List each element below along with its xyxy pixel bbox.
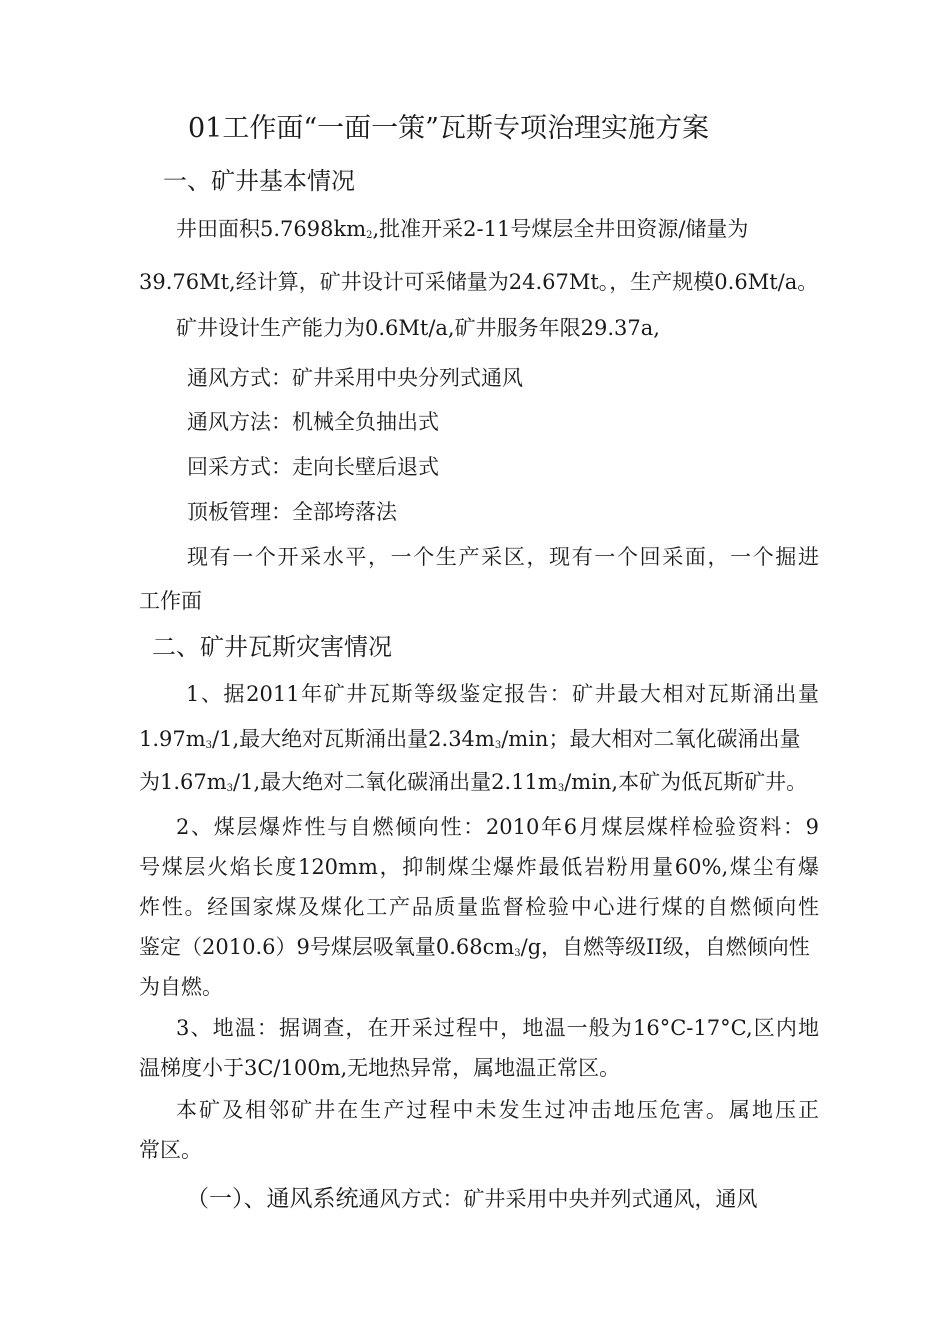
- paragraph-line: 矿井设计生产能力为0.6Mt/a,矿井服务年限29.37a,: [176, 316, 660, 340]
- text-run: 鉴定（2010.6）9号煤层吸氧量0.68cm: [139, 935, 515, 959]
- subscript: 3: [514, 948, 521, 959]
- paragraph-line: 2、煤层爆炸性与自燃倾向性：2010年6月煤层煤样检验资料：9: [176, 815, 819, 839]
- paragraph-line: [139, 768, 807, 803]
- subsection-heading: （一）、通风系统: [186, 1186, 359, 1212]
- text-run: /1,最大绝对二氧化碳涌出量2.11m: [233, 770, 558, 794]
- text-run: 1.97m: [139, 727, 206, 751]
- text-run: /g，自燃等级II级，自燃倾向性: [520, 935, 810, 959]
- section-heading-2: 二、矿井瓦斯灾害情况: [152, 633, 392, 661]
- paragraph-line: 号煤层火焰长度120mm，抑制煤尘爆炸最低岩粉用量60%,煤尘有爆: [139, 855, 819, 879]
- paragraph-line: 温梯度小于3C/100m,无地热异常，属地温正常区。: [139, 1056, 621, 1080]
- page-title: 01工作面“一面一策”瓦斯专项治理实施方案: [188, 113, 709, 144]
- paragraph-line: 通风方法：机械全负抽出式: [187, 410, 439, 434]
- paragraph-line: [139, 933, 810, 968]
- subscript: 3: [557, 783, 565, 794]
- paragraph-line: [186, 1185, 758, 1213]
- section-heading-1: 一、矿井基本情况: [163, 167, 355, 195]
- text-run: ,批准开采2-11号煤层全井田资源/储量为: [372, 217, 749, 241]
- paragraph-line: 顶板管理：全部垮落法: [187, 500, 397, 524]
- paragraph-line: 工作面: [139, 589, 202, 613]
- text-run: /min,本矿为低瓦斯矿井。: [564, 770, 808, 794]
- paragraph-line: 1、据2011年矿井瓦斯等级鉴定报告：矿井最大相对瓦斯涌出量: [186, 682, 819, 706]
- paragraph-line: 现有一个开采水平，一个生产采区，现有一个回采面，一个掘进: [187, 545, 819, 569]
- subscript: 2: [366, 230, 373, 241]
- paragraph-line: 39.76Mt,经计算，矿井设计可采储量为24.67Mt。，生产规模0.6Mt/a。: [139, 270, 819, 294]
- paragraph-line: [139, 725, 800, 760]
- paragraph-line: 为自燃。: [139, 975, 223, 999]
- paragraph-line: 通风方式：矿井采用中央分列式通风: [187, 366, 523, 390]
- text-run: /min；最大相对二氧化碳涌出量: [501, 727, 801, 751]
- paragraph-line: [176, 215, 748, 250]
- paragraph-line: 3、地温：据调查，在开采过程中，地温一般为16°C-17°C,区内地: [176, 1016, 819, 1040]
- text-run: 通风方式：矿井采用中央并列式通风，通风: [358, 1187, 758, 1211]
- text-run: 井田面积5.7698km: [176, 217, 367, 241]
- paragraph-line: 常区。: [139, 1138, 202, 1162]
- text-run: 为1.67m: [139, 770, 227, 794]
- paragraph-line: 本矿及相邻矿井在生产过程中未发生过冲击地压危害。属地压正: [176, 1098, 819, 1122]
- subscript: 3: [494, 740, 502, 751]
- subscript: 3: [205, 740, 213, 751]
- paragraph-line: 回采方式：走向长壁后退式: [187, 455, 439, 479]
- paragraph-line: 炸性。经国家煤及煤化工产品质量监督检验中心进行煤的自燃倾向性: [139, 895, 819, 919]
- text-run: /1,最大绝对瓦斯涌出量2.34m: [212, 727, 495, 751]
- subscript: 3: [226, 783, 234, 794]
